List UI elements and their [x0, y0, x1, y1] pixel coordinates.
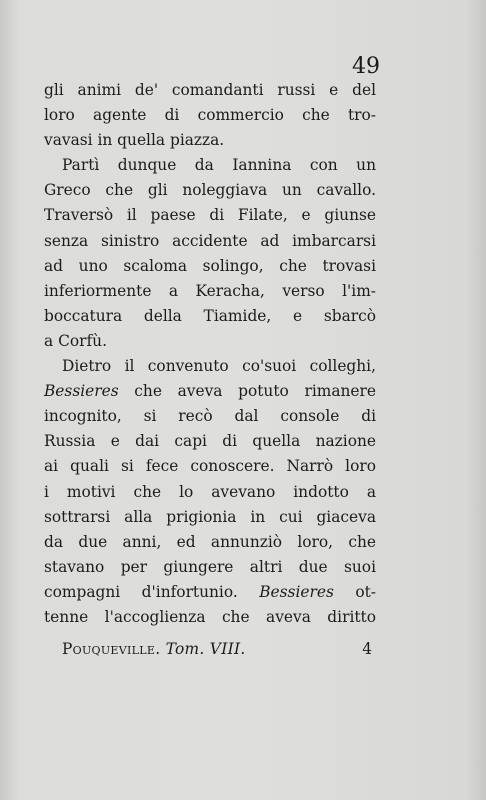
page-footer: [44, 640, 376, 666]
text-line: da due anni, ed annunziò loro, che: [44, 532, 376, 551]
text-line: tenne l'accoglienza che aveva diritto: [44, 607, 376, 626]
footer-volume: Tom. VIII.: [165, 640, 246, 658]
italic-name: Bessieres: [259, 582, 334, 601]
text-line: ai quali si fece conoscere. Narrò loro: [44, 457, 376, 476]
text-line: i motivi che lo avevano indotto a: [44, 482, 376, 501]
text-line: vavasi in quella piazza.: [44, 131, 225, 150]
footer-author: Pouqueville.: [62, 640, 161, 658]
text-line: a Corfù.: [44, 331, 107, 350]
text-line: compagni d'infortunio. Bessieres ot-: [44, 582, 376, 601]
signature-mark: 4: [362, 640, 372, 658]
text-line: Greco che gli noleggiava un cavallo.: [44, 181, 376, 200]
text-line: boccatura della Tiamide, e sbarcò: [44, 306, 376, 325]
text-line: ad uno scaloma solingo, che trovasi: [44, 256, 376, 275]
body-text: [44, 78, 376, 630]
text-line: loro agente di commercio che tro-: [44, 106, 376, 125]
text-line: sottrarsi alla prigionia in cui giaceva: [44, 507, 376, 526]
page-number: 49: [352, 54, 380, 79]
text-line: incognito, si recò dal console di: [44, 407, 376, 426]
text-line: gli animi de' comandanti russi e del: [44, 81, 376, 99]
text-line: Dietro il convenuto co'suoi colleghi,: [62, 357, 376, 376]
text-line: senza sinistro accidente ad imbarcarsi: [44, 231, 376, 250]
text-line: inferiormente a Keracha, verso l'im-: [44, 281, 376, 300]
text-line: Partì dunque da Iannina con un: [62, 156, 376, 175]
footer-signature: [62, 640, 246, 658]
italic-name: Bessieres: [44, 382, 119, 401]
text-line: Russia e dai capi di quella nazione: [44, 432, 376, 451]
text-line: Traversò il paese di Filate, e giunse: [44, 206, 376, 225]
text-line: Bessieres che aveva potuto rimanere: [44, 382, 376, 401]
text-line: stavano per giungere altri due suoi: [44, 557, 376, 576]
